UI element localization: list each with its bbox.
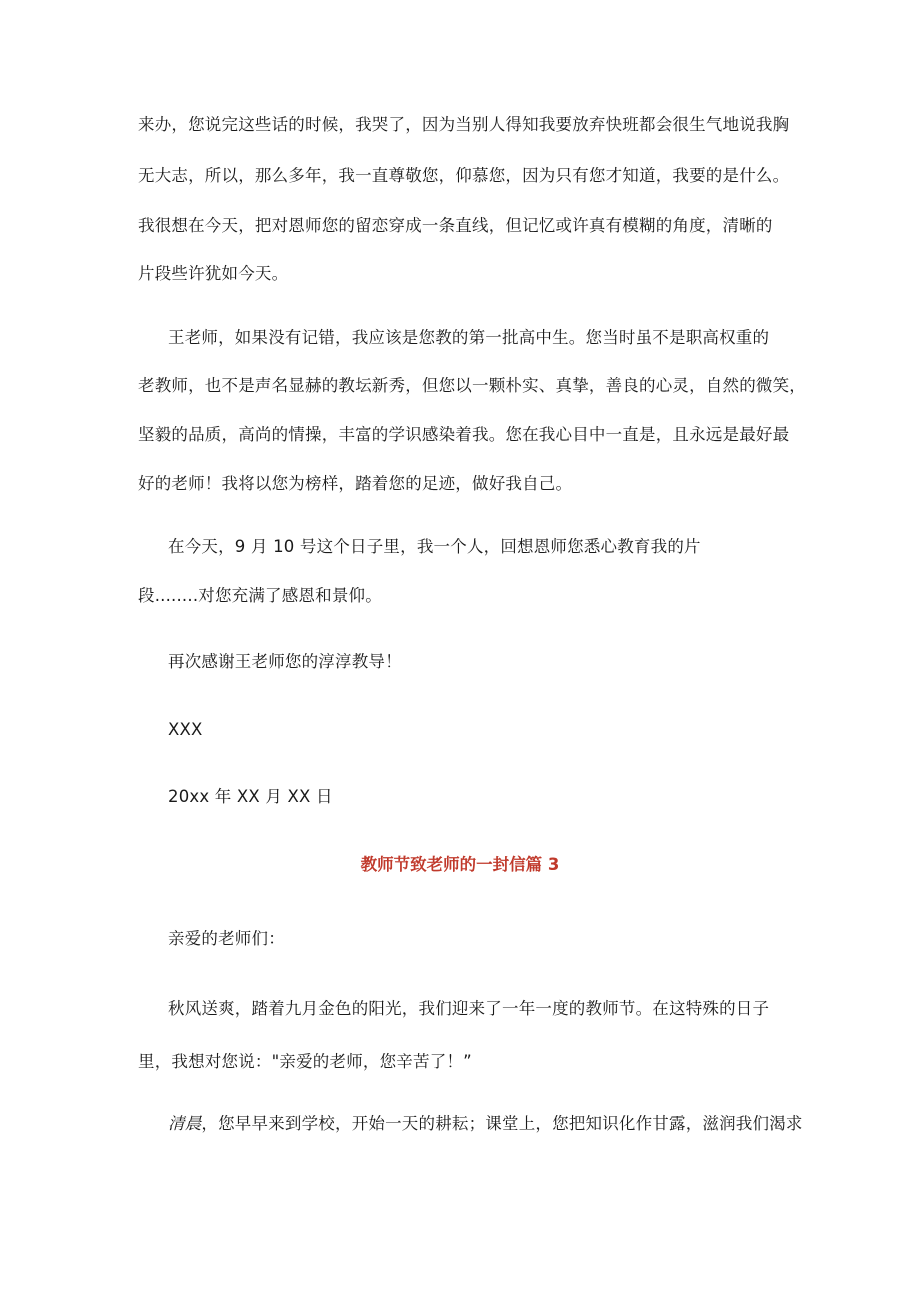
signature: XXX [168, 720, 203, 739]
paragraph-line: 坚毅的品质，高尚的情操，丰富的学识感染着我。您在我心目中一直是，且永远是最好最 [138, 425, 790, 444]
section-title: 教师节致老师的一封信篇 3 [360, 855, 560, 874]
paragraph-line [168, 1112, 803, 1136]
paragraph-line: 老教师，也不是声名显赫的教坛新秀，但您以一颗朴实、真挚，善良的心灵，自然的微笑， [138, 376, 806, 395]
paragraph-line: 里，我想对您说："亲爱的老师，您辛苦了！” [138, 1052, 472, 1071]
closing-line: 再次感谢王老师您的淳淳教导！ [168, 652, 402, 671]
paragraph-line: 好的老师！我将以您为榜样，踏着您的足迹，做好我自己。 [138, 474, 573, 493]
paragraph-line: 在今天，9 月 10 号这个日子里，我一个人，回想恩师您悉心教育我的片 [168, 537, 701, 556]
paragraph-line: 来办，您说完这些话的时候，我哭了，因为当别人得知我要放弃快班都会很生气地说我胸 [138, 115, 790, 134]
paragraph-line: 王老师，如果没有记错，我应该是您教的第一批高中生。您当时虽不是职高权重的 [168, 328, 770, 347]
paragraph-line: 段........对您充满了感恩和景仰。 [138, 586, 382, 605]
italic-word: 清晨 [168, 1114, 202, 1133]
paragraph-text: ，您早早来到学校，开始一天的耕耘；课堂上，您把知识化作甘露，滋润我们渴求 [201, 1114, 803, 1133]
date-line: 20xx 年 XX 月 XX 日 [168, 787, 333, 806]
paragraph-line: 秋风送爽，踏着九月金色的阳光，我们迎来了一年一度的教师节。在这特殊的日子 [168, 999, 770, 1018]
paragraph-line: 我很想在今天，把对恩师您的留恋穿成一条直线，但记忆或许真有模糊的角度，清晰的 [138, 216, 773, 235]
paragraph-line: 片段些许犹如今天。 [138, 264, 289, 283]
paragraph-line: 无大志，所以，那么多年，我一直尊敬您，仰慕您，因为只有您才知道，我要的是什么。 [138, 166, 790, 185]
salutation: 亲爱的老师们： [168, 929, 285, 948]
